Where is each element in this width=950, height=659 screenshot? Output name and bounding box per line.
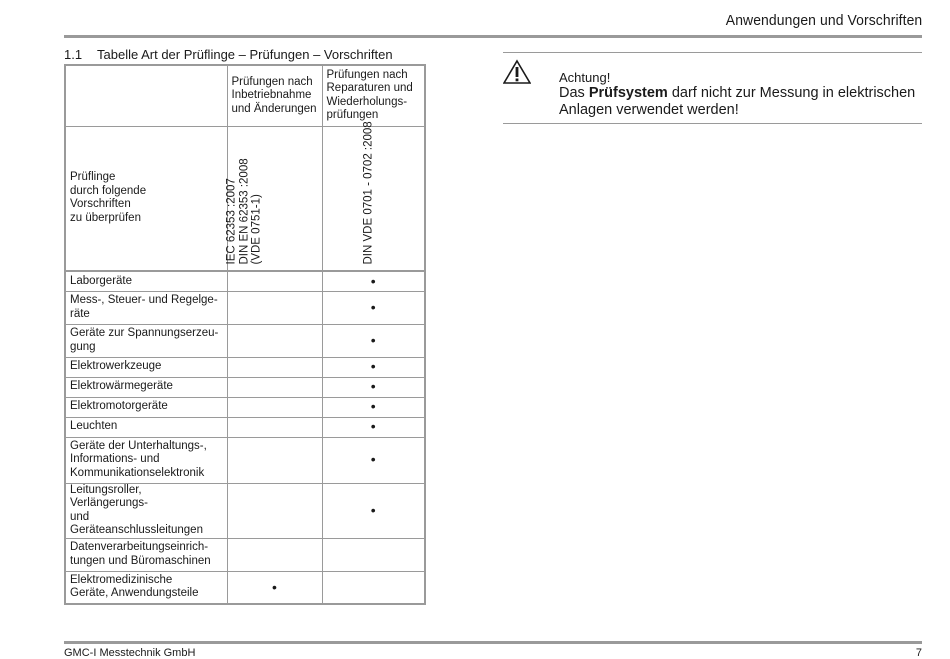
device-type-label: Elektrowärmegeräte bbox=[65, 377, 227, 397]
mark-wiederholung bbox=[322, 538, 425, 571]
mark-inbetriebnahme bbox=[227, 483, 322, 538]
warning-triangle-icon bbox=[503, 59, 531, 85]
table-row bbox=[65, 483, 425, 538]
table-row bbox=[65, 377, 425, 397]
attention-rule-top bbox=[503, 52, 922, 53]
attention-title: Achtung! bbox=[559, 70, 611, 85]
header-rule bbox=[64, 35, 922, 38]
mark-wiederholung: • bbox=[322, 271, 425, 291]
standards-row bbox=[65, 126, 425, 271]
mark-inbetriebnahme bbox=[227, 291, 322, 324]
mark-wiederholung: • bbox=[322, 437, 425, 483]
mark-inbetriebnahme bbox=[227, 357, 322, 377]
section-heading bbox=[64, 47, 393, 62]
mark-inbetriebnahme bbox=[227, 271, 322, 291]
standards-table bbox=[64, 64, 426, 605]
device-type-label: Elektrowerkzeuge bbox=[65, 357, 227, 377]
mark-wiederholung: • bbox=[322, 357, 425, 377]
section-number: 1.1 bbox=[64, 47, 83, 62]
attention-rule-bottom bbox=[503, 123, 922, 124]
mark-wiederholung bbox=[322, 571, 425, 604]
table-row bbox=[65, 417, 425, 437]
device-type-label: Elektromotorgeräte bbox=[65, 397, 227, 417]
device-type-label: Elektromedizinische Geräte, Anwendungsteile bbox=[65, 571, 227, 604]
standard-cell-vde0701: DIN VDE 0701 - 0702 :2008 bbox=[322, 126, 425, 271]
device-type-label: Datenverarbeitungseinrich- tungen und Büromaschinen bbox=[65, 538, 227, 571]
device-type-label: Leitungsroller, Verlängerungs- und Geräteanschlussleitungen bbox=[65, 483, 227, 538]
table-row bbox=[65, 437, 425, 483]
mark-wiederholung: • bbox=[322, 483, 425, 538]
mark-inbetriebnahme bbox=[227, 437, 322, 483]
device-type-label: Leuchten bbox=[65, 417, 227, 437]
mark-wiederholung: • bbox=[322, 397, 425, 417]
mark-wiederholung: • bbox=[322, 291, 425, 324]
col-header-inbetriebnahme: Prüfungen nach Inbetriebnahme und Änderungen bbox=[227, 65, 322, 126]
mark-inbetriebnahme bbox=[227, 538, 322, 571]
col-header-wiederholung: Prüfungen nach Reparaturen und Wiederholungs- prüfungen bbox=[322, 65, 425, 126]
mark-inbetriebnahme bbox=[227, 417, 322, 437]
table-row bbox=[65, 538, 425, 571]
attention-text: Das Prüfsystem darf nicht zur Messung in elektrischen Anlagen verwendet werden! bbox=[559, 85, 916, 118]
device-type-label: Mess-, Steuer- und Regelge- räte bbox=[65, 291, 227, 324]
mark-inbetriebnahme: • bbox=[227, 571, 322, 604]
standard-cell-iec62353: IEC 62353 :2007 DIN EN 62353 :2008 (VDE 0751-1) bbox=[227, 126, 322, 271]
table-row bbox=[65, 324, 425, 357]
running-header-title: Anwendungen und Vorschriften bbox=[725, 12, 922, 29]
attention-bold-term: Prüfsystem bbox=[588, 85, 668, 101]
table-row bbox=[65, 397, 425, 417]
device-type-label: Laborgeräte bbox=[65, 271, 227, 291]
mark-wiederholung: • bbox=[322, 377, 425, 397]
device-type-label: Geräte der Unterhaltungs-, Informations- und Kommunikationselektronik bbox=[65, 437, 227, 483]
footer-company: GMC-I Messtechnik GmbH bbox=[64, 647, 196, 659]
standards-row-label: Prüflinge durch folgende Vorschriften zu überprüfen bbox=[65, 126, 227, 271]
section-title: Tabelle Art der Prüflinge – Prüfungen – Vorschriften bbox=[97, 47, 393, 62]
mark-inbetriebnahme bbox=[227, 397, 322, 417]
table-row bbox=[65, 571, 425, 604]
table-row bbox=[65, 271, 425, 291]
device-type-label: Geräte zur Spannungserzeu- gung bbox=[65, 324, 227, 357]
footer-rule bbox=[64, 641, 922, 644]
mark-inbetriebnahme bbox=[227, 324, 322, 357]
mark-wiederholung: • bbox=[322, 324, 425, 357]
table-row bbox=[65, 291, 425, 324]
table-header-row bbox=[65, 65, 425, 126]
mark-wiederholung: • bbox=[322, 417, 425, 437]
table-row bbox=[65, 357, 425, 377]
mark-inbetriebnahme bbox=[227, 377, 322, 397]
page-number: 7 bbox=[915, 647, 922, 659]
header-empty-cell bbox=[65, 65, 227, 126]
